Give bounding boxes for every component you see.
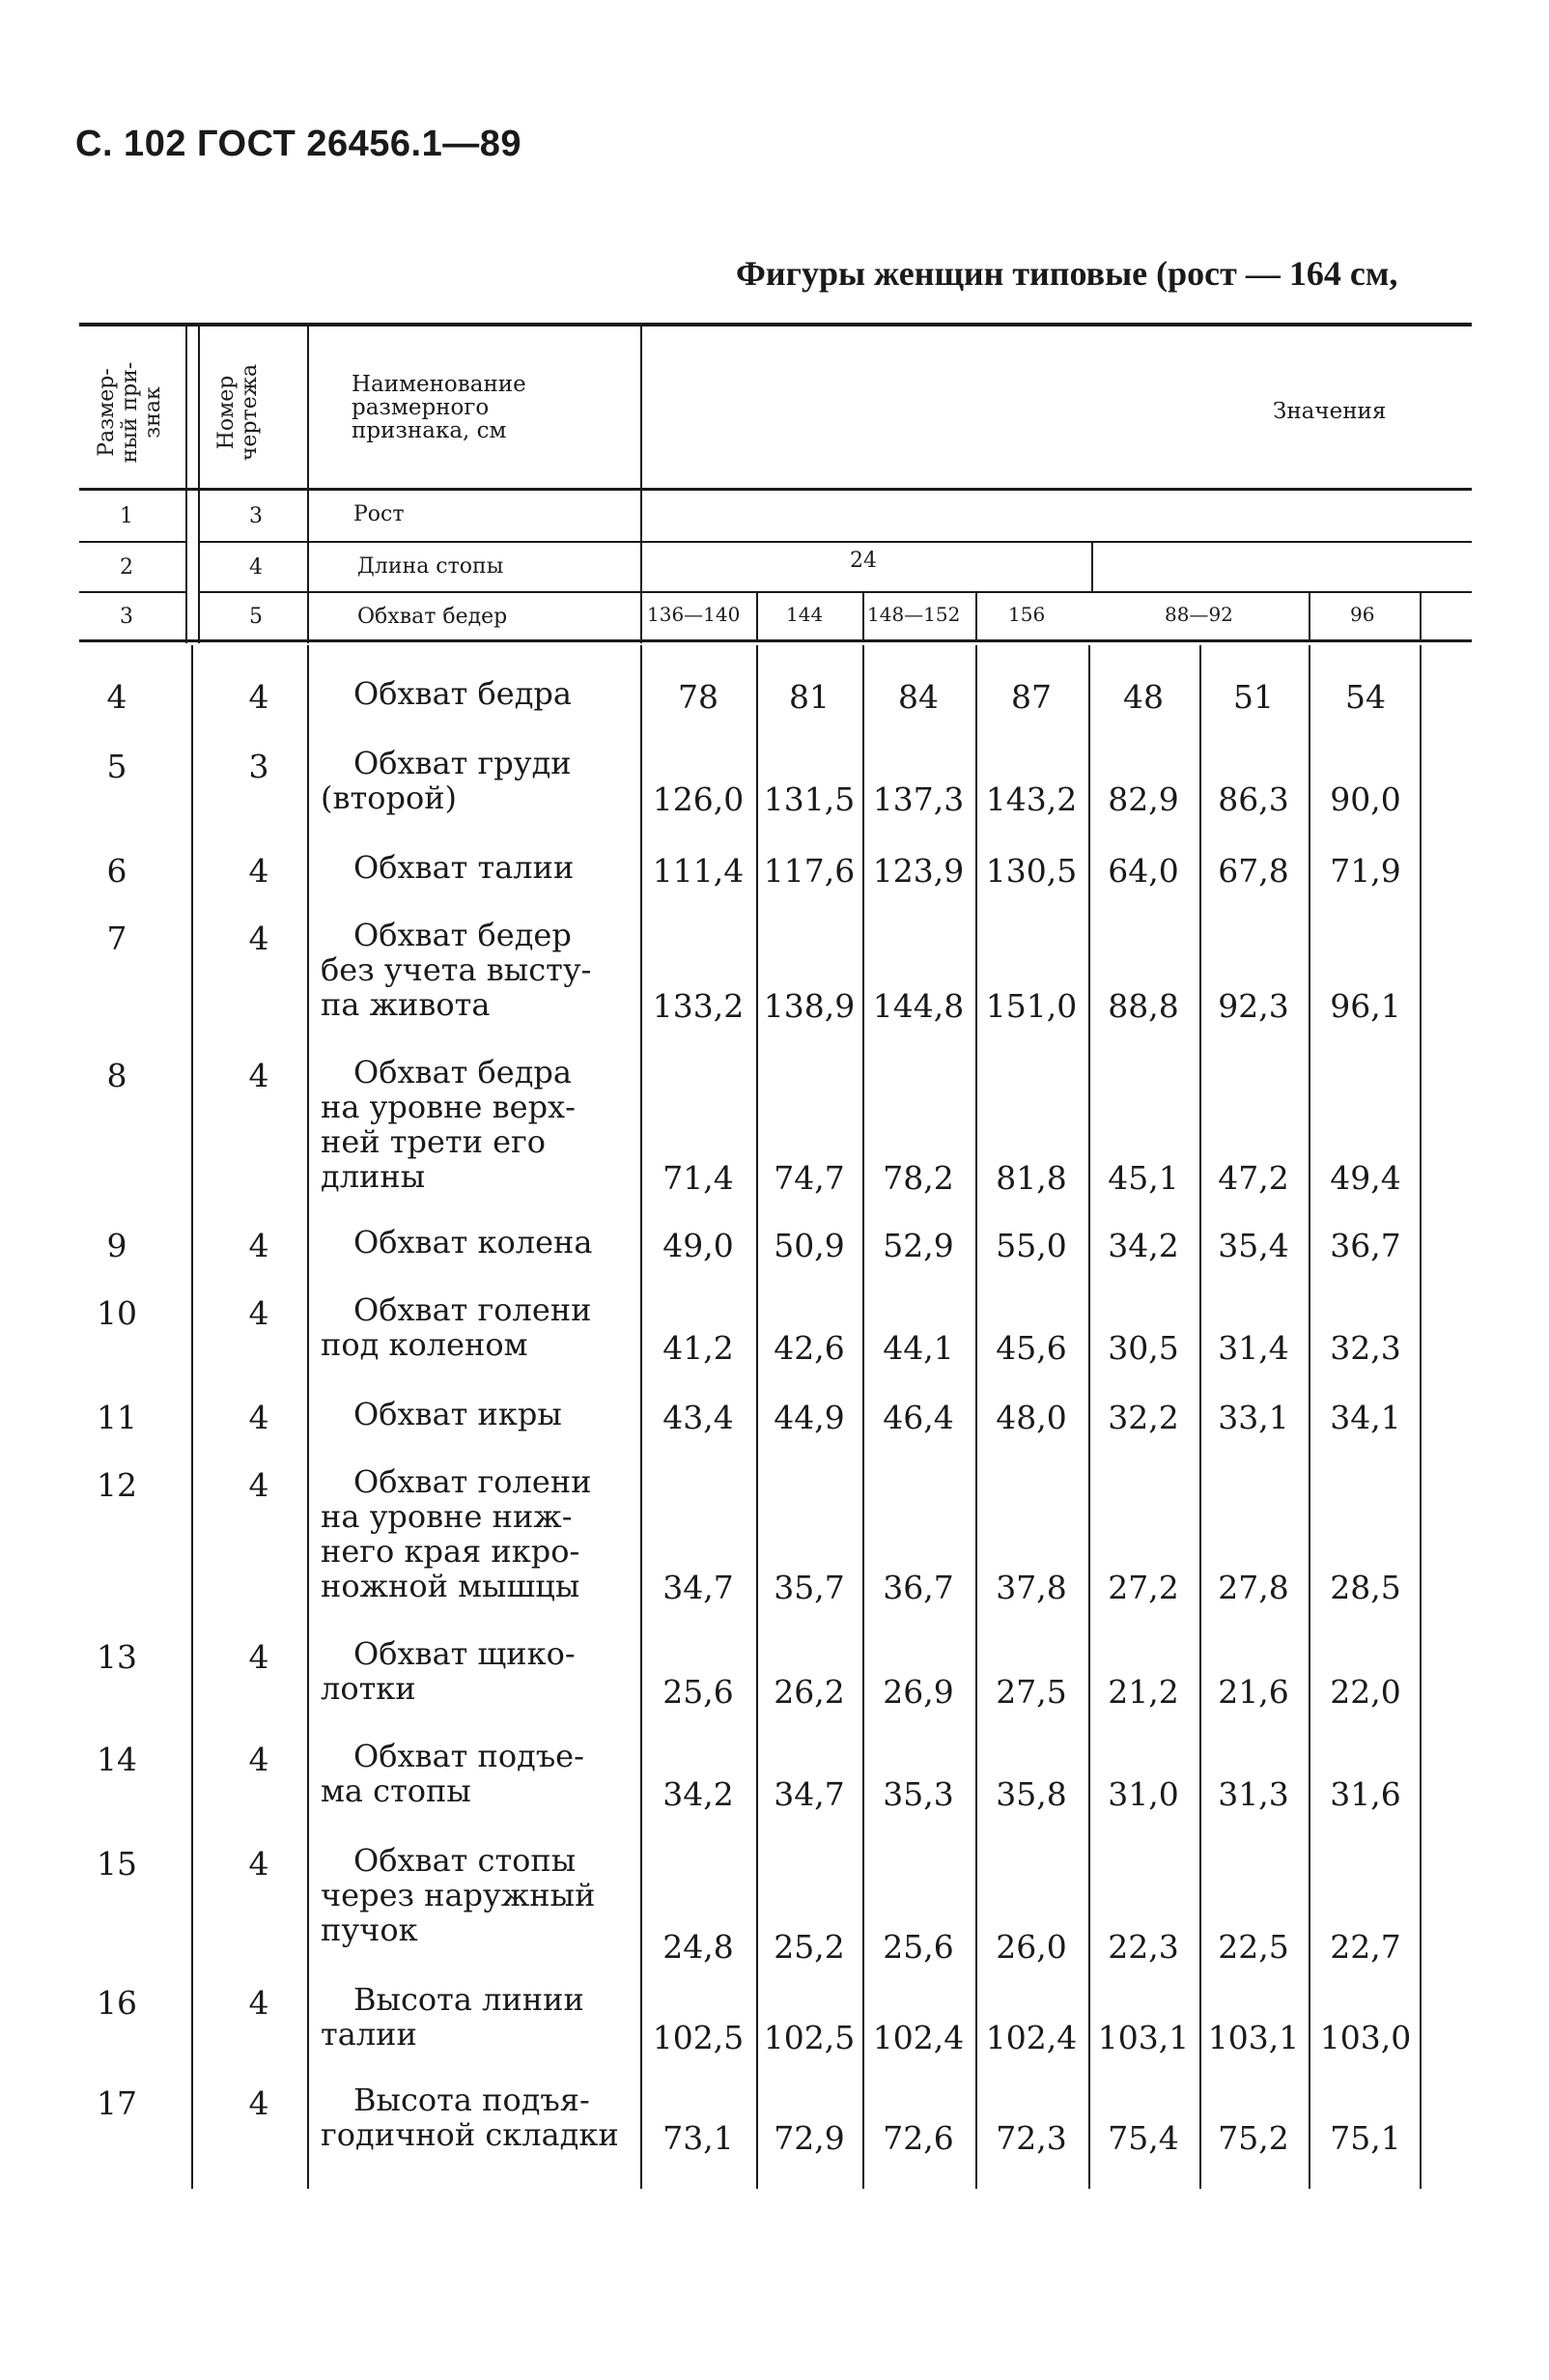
value-cell: 51 xyxy=(1233,678,1274,716)
col-header-values: Значения xyxy=(1273,399,1387,424)
row-drawing: 4 xyxy=(248,2084,269,2122)
value-cell: 35,8 xyxy=(996,1775,1067,1813)
row-drawing: 4 xyxy=(248,678,269,716)
value-cell: 90,0 xyxy=(1330,780,1401,818)
column-divider xyxy=(307,645,309,2189)
value-cell: 25,6 xyxy=(662,1673,734,1711)
value-cell: 84 xyxy=(898,678,939,716)
row-rule xyxy=(79,541,185,543)
row-name: Обхват стопы через наружный пучок xyxy=(321,1842,596,1948)
value-cell: 103,1 xyxy=(1207,2019,1300,2056)
value-cell: 32,3 xyxy=(1330,1329,1401,1367)
value-cell: 96,1 xyxy=(1330,987,1401,1025)
column-divider xyxy=(1091,543,1093,593)
column-divider xyxy=(640,326,642,643)
row-drawing: 4 xyxy=(248,1845,269,1883)
row-index: 5 xyxy=(106,748,127,785)
value-cell: 26,9 xyxy=(883,1673,954,1711)
value-cell: 73,1 xyxy=(662,2119,734,2157)
value-cell: 27,8 xyxy=(1218,1569,1289,1606)
column-divider xyxy=(862,593,864,641)
column-divider xyxy=(1420,593,1422,641)
value-cell: 26,2 xyxy=(774,1673,845,1711)
value-cell: 74,7 xyxy=(774,1159,845,1197)
table-top-rule xyxy=(79,323,1472,326)
value-cell: 151,0 xyxy=(985,987,1078,1025)
value-cell: 102,4 xyxy=(872,2019,965,2056)
row-name: Обхват щико- лотки xyxy=(321,1635,576,1707)
row-index: 13 xyxy=(97,1638,137,1676)
row-rule xyxy=(198,591,1472,593)
value-cell: 71,4 xyxy=(662,1159,734,1197)
value-cell: 36,7 xyxy=(1330,1227,1401,1264)
value-cell: 44,9 xyxy=(774,1399,845,1436)
value-cell: 21,2 xyxy=(1108,1673,1179,1711)
row-drawing: 5 xyxy=(249,605,263,629)
row-name: Обхват колена xyxy=(353,1224,593,1261)
row-index: 2 xyxy=(120,555,133,580)
row-name: Обхват бедра xyxy=(353,675,572,712)
value-cell: 143,2 xyxy=(985,780,1078,818)
table-title: Фигуры женщин типовые (рост — 164 см, xyxy=(736,254,1398,293)
value-cell: 26,0 xyxy=(996,1928,1067,1966)
row-rule xyxy=(79,591,185,593)
value-cell: 47,2 xyxy=(1218,1159,1289,1197)
row-index: 17 xyxy=(97,2084,137,2122)
row-name: Высота линии талии xyxy=(321,1981,584,2053)
row-drawing: 4 xyxy=(248,1227,269,1264)
value-cell: 49,4 xyxy=(1330,1159,1401,1197)
value-cell: 22,0 xyxy=(1330,1673,1401,1711)
value-cell: 103,0 xyxy=(1319,2019,1412,2056)
row-drawing: 4 xyxy=(248,920,269,957)
row-drawing: 3 xyxy=(249,504,263,528)
row-index: 12 xyxy=(97,1466,137,1504)
value-cell: 72,3 xyxy=(996,2119,1067,2157)
value-cell: 78,2 xyxy=(883,1159,954,1197)
column-divider xyxy=(185,326,187,643)
row-index: 10 xyxy=(97,1294,137,1332)
value-cell: 138,9 xyxy=(763,987,856,1025)
value-cell: 130,5 xyxy=(985,852,1078,890)
row-name: Рост xyxy=(353,502,405,526)
column-divider xyxy=(756,593,758,641)
value-cell: 24,8 xyxy=(662,1928,734,1966)
foot-length-value: 24 xyxy=(850,549,877,573)
value-cell: 25,6 xyxy=(883,1928,954,1966)
column-divider xyxy=(1309,593,1310,641)
row-drawing: 4 xyxy=(249,555,263,580)
row-name: Обхват груди (второй) xyxy=(321,745,572,816)
row-name: Обхват бедер без учета высту- па живота xyxy=(321,917,592,1023)
value-cell: 78 xyxy=(678,678,718,716)
row-drawing: 4 xyxy=(248,1294,269,1332)
row-drawing: 3 xyxy=(248,748,269,785)
value-cell: 41,2 xyxy=(662,1329,734,1367)
row-index: 9 xyxy=(106,1227,127,1264)
value-cell: 31,3 xyxy=(1218,1775,1289,1813)
value-cell: 42,6 xyxy=(774,1329,845,1367)
value-cell: 123,9 xyxy=(872,852,965,890)
value-cell: 45,1 xyxy=(1108,1159,1179,1197)
value-cell: 22,7 xyxy=(1330,1928,1401,1966)
value-cell: 103,1 xyxy=(1097,2019,1190,2056)
row-rule xyxy=(198,541,1472,543)
value-cell: 75,2 xyxy=(1218,2119,1289,2157)
value-cell: 81 xyxy=(789,678,830,716)
value-cell: 88,8 xyxy=(1108,987,1179,1025)
page-header: С. 102 ГОСТ 26456.1—89 xyxy=(75,124,522,164)
value-cell: 37,8 xyxy=(996,1569,1067,1606)
row-name: Обхват бедер xyxy=(357,605,508,629)
value-cell: 102,5 xyxy=(652,2019,745,2056)
value-cell: 131,5 xyxy=(763,780,856,818)
row-index: 3 xyxy=(120,605,133,629)
row-name: Высота подъя- годичной складки xyxy=(321,2082,619,2153)
row-index: 16 xyxy=(97,1984,137,2022)
subhead: 136—140 xyxy=(647,603,741,626)
row-name: Обхват подъе- ма стопы xyxy=(321,1738,584,1809)
value-cell: 44,1 xyxy=(883,1329,954,1367)
value-cell: 67,8 xyxy=(1218,852,1289,890)
value-cell: 52,9 xyxy=(883,1227,954,1264)
row-index: 15 xyxy=(97,1845,137,1883)
value-cell: 34,1 xyxy=(1330,1399,1401,1436)
value-cell: 30,5 xyxy=(1108,1329,1179,1367)
header-bottom-rule xyxy=(79,488,1472,491)
subhead: 96 xyxy=(1350,603,1375,626)
row-index: 11 xyxy=(97,1399,137,1436)
value-cell: 144,8 xyxy=(872,987,965,1025)
row-index: 7 xyxy=(106,920,127,957)
column-divider xyxy=(198,326,200,643)
col-header-name: Наименование размерного признака, см xyxy=(352,372,526,443)
value-cell: 75,1 xyxy=(1330,2119,1401,2157)
row-name: Обхват голени под коленом xyxy=(321,1291,592,1363)
value-cell: 28,5 xyxy=(1330,1569,1401,1606)
subhead: 148—152 xyxy=(867,603,961,626)
value-cell: 35,7 xyxy=(774,1569,845,1606)
value-cell: 48,0 xyxy=(996,1399,1067,1436)
row-drawing: 4 xyxy=(248,852,269,890)
row-index: 14 xyxy=(97,1741,137,1778)
value-cell: 49,0 xyxy=(662,1227,734,1264)
value-cell: 126,0 xyxy=(652,780,745,818)
row-drawing: 4 xyxy=(248,1057,269,1094)
value-cell: 31,4 xyxy=(1218,1329,1289,1367)
value-cell: 50,9 xyxy=(774,1227,845,1264)
subhead: 88—92 xyxy=(1165,603,1233,626)
value-cell: 36,7 xyxy=(883,1569,954,1606)
row-drawing: 4 xyxy=(248,1466,269,1504)
value-cell: 54 xyxy=(1345,678,1386,716)
value-cell: 55,0 xyxy=(996,1227,1067,1264)
value-cell: 81,8 xyxy=(996,1159,1067,1197)
value-cell: 32,2 xyxy=(1108,1399,1179,1436)
column-divider xyxy=(191,645,193,2189)
row-drawing: 4 xyxy=(248,1984,269,2022)
row-drawing: 4 xyxy=(248,1399,269,1436)
value-cell: 46,4 xyxy=(883,1399,954,1436)
value-cell: 43,4 xyxy=(662,1399,734,1436)
value-cell: 87 xyxy=(1011,678,1052,716)
column-divider xyxy=(975,593,977,641)
value-cell: 117,6 xyxy=(763,852,856,890)
value-cell: 86,3 xyxy=(1218,780,1289,818)
value-cell: 102,5 xyxy=(763,2019,856,2056)
value-cell: 48 xyxy=(1123,678,1164,716)
row-index: 6 xyxy=(106,852,127,890)
row-drawing: 4 xyxy=(248,1638,269,1676)
value-cell: 72,6 xyxy=(883,2119,954,2157)
value-cell: 31,0 xyxy=(1108,1775,1179,1813)
value-cell: 137,3 xyxy=(872,780,965,818)
value-cell: 111,4 xyxy=(652,852,745,890)
row-name: Обхват бедра на уровне верх- ней трети его длины xyxy=(321,1054,576,1195)
value-cell: 71,9 xyxy=(1330,852,1401,890)
value-cell: 22,5 xyxy=(1218,1928,1289,1966)
subhead-bottom-rule xyxy=(79,639,1472,642)
value-cell: 64,0 xyxy=(1108,852,1179,890)
value-cell: 21,6 xyxy=(1218,1673,1289,1711)
row-name: Обхват голени на уровне ниж- него края икро- ножной мышцы xyxy=(321,1463,592,1604)
value-cell: 102,4 xyxy=(985,2019,1078,2056)
value-cell: 34,7 xyxy=(662,1569,734,1606)
value-cell: 92,3 xyxy=(1218,987,1289,1025)
value-cell: 133,2 xyxy=(652,987,745,1025)
value-cell: 33,1 xyxy=(1218,1399,1289,1436)
value-cell: 35,4 xyxy=(1218,1227,1289,1264)
row-index: 1 xyxy=(120,504,133,528)
value-cell: 25,2 xyxy=(774,1928,845,1966)
value-cell: 22,3 xyxy=(1108,1928,1179,1966)
value-cell: 72,9 xyxy=(774,2119,845,2157)
row-drawing: 4 xyxy=(248,1741,269,1778)
value-cell: 34,2 xyxy=(1108,1227,1179,1264)
row-index: 4 xyxy=(106,678,127,716)
row-index: 8 xyxy=(106,1057,127,1094)
value-cell: 27,5 xyxy=(996,1673,1067,1711)
col-header-drawing: Номер чертежа xyxy=(214,363,262,462)
row-name: Обхват икры xyxy=(353,1396,562,1432)
value-cell: 45,6 xyxy=(996,1329,1067,1367)
value-cell: 82,9 xyxy=(1108,780,1179,818)
value-cell: 35,3 xyxy=(883,1775,954,1813)
column-divider xyxy=(307,326,309,643)
value-cell: 75,4 xyxy=(1108,2119,1179,2157)
row-name: Длина стопы xyxy=(357,554,504,579)
subhead: 156 xyxy=(1008,603,1046,626)
value-cell: 34,2 xyxy=(662,1775,734,1813)
value-cell: 27,2 xyxy=(1108,1569,1179,1606)
row-name: Обхват талии xyxy=(353,849,575,886)
value-cell: 31,6 xyxy=(1330,1775,1401,1813)
subhead: 144 xyxy=(786,603,824,626)
col-header-index: Размер- ный при- знак xyxy=(95,361,165,464)
value-cell: 34,7 xyxy=(774,1775,845,1813)
